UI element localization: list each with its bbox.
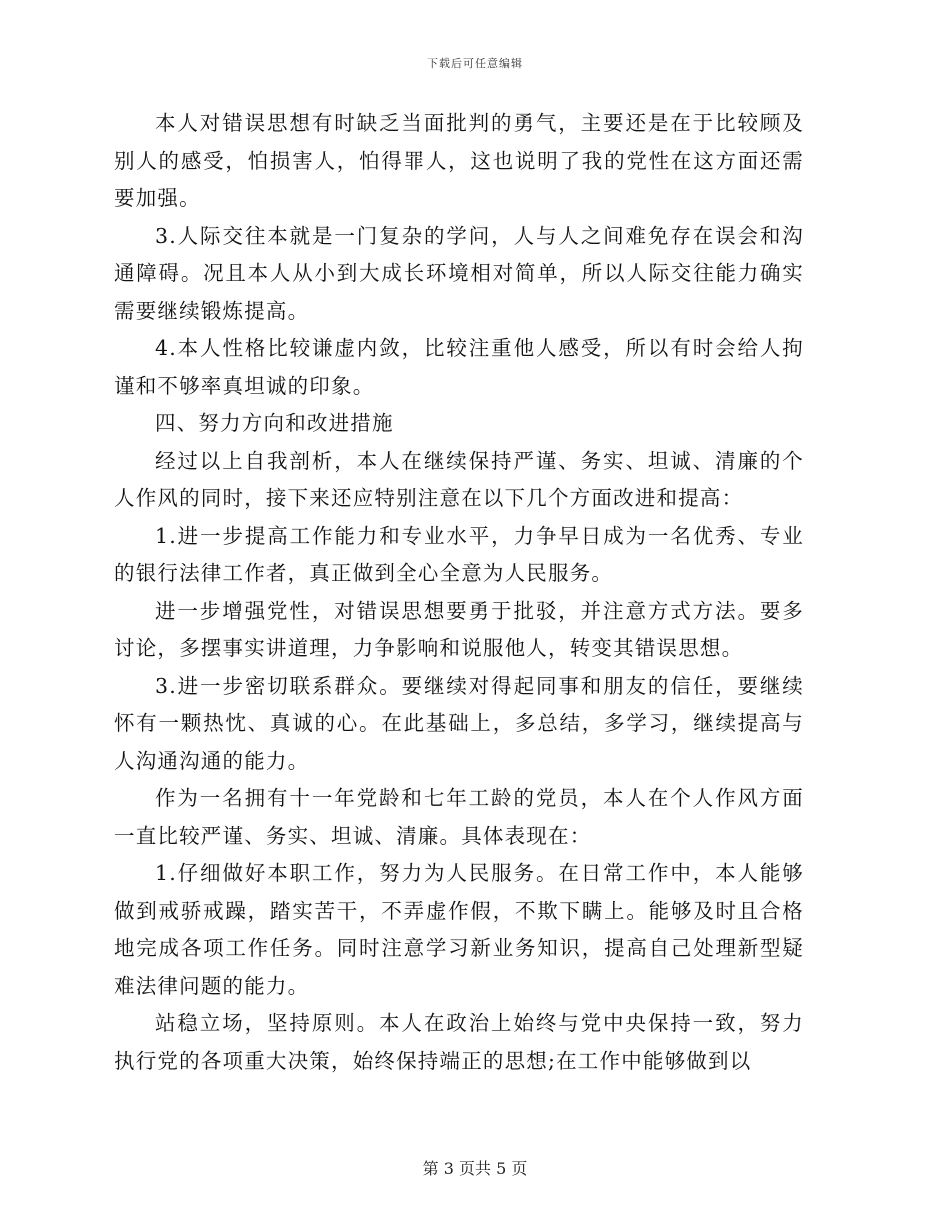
paragraph-2: 3.人际交往本就是一门复杂的学问，人与人之间难免存在误会和沟通障碍。况且本人从小到大成长环境相对简单，所以人际交往能力确实需要继续锻炼提高。: [114, 223, 804, 323]
paragraph-10: 1.仔细做好本职工作，努力为人民服务。在日常工作中，本人能够做到戒骄戒躁，踏实苦干，不弄虚作假，不欺下瞒上。能够及时且合格地完成各项工作任务。同时注意学习新业务知识，提高自己处理新型疑难法律问题的能力。: [114, 861, 804, 998]
page-number: 第 3 页共 5 页: [422, 1159, 528, 1178]
paragraph-5: 经过以上自我剖析，本人在继续保持严谨、务实、坦诚、清廉的个人作风的同时，接下来还应特别注意在以下几个方面改进和提高：: [114, 448, 804, 510]
paragraph-6: 1.进一步提高工作能力和专业水平，力争早日成为一名优秀、专业的银行法律工作者，真正做到全心全意为人民服务。: [114, 523, 804, 585]
paragraph-8: 3.进一步密切联系群众。要继续对得起同事和朋友的信任，要继续怀有一颗热忱、真诚的心。在此基础上，多总结，多学习，继续提高与人沟通沟通的能力。: [114, 673, 804, 773]
paragraph-9: 作为一名拥有十一年党龄和七年工龄的党员，本人在个人作风方面一直比较严谨、务实、坦诚、清廉。具体表现在：: [114, 786, 804, 848]
paragraph-3: 4.本人性格比较谦虚内敛，比较注重他人感受，所以有时会给人拘谨和不够率真坦诚的印象。: [114, 336, 804, 398]
paragraph-7: 进一步增强党性，对错误思想要勇于批驳，并注意方式方法。要多讨论，多摆事实讲道理，力争影响和说服他人，转变其错误思想。: [114, 598, 804, 660]
section-heading: 四、努力方向和改进措施: [155, 411, 394, 435]
paragraph-11: 站稳立场，坚持原则。本人在政治上始终与党中央保持一致，努力执行党的各项重大决策，始终保持端正的思想;在工作中能够做到以: [114, 1011, 804, 1073]
page-header: 下载后可任意编辑: [427, 57, 523, 70]
paragraph-1: 本人对错误思想有时缺乏当面批判的勇气，主要还是在于比较顾及别人的感受，怕损害人，怕得罪人，这也说明了我的党性在这方面还需要加强。: [114, 111, 804, 210]
document-body: [114, 105, 804, 1080]
